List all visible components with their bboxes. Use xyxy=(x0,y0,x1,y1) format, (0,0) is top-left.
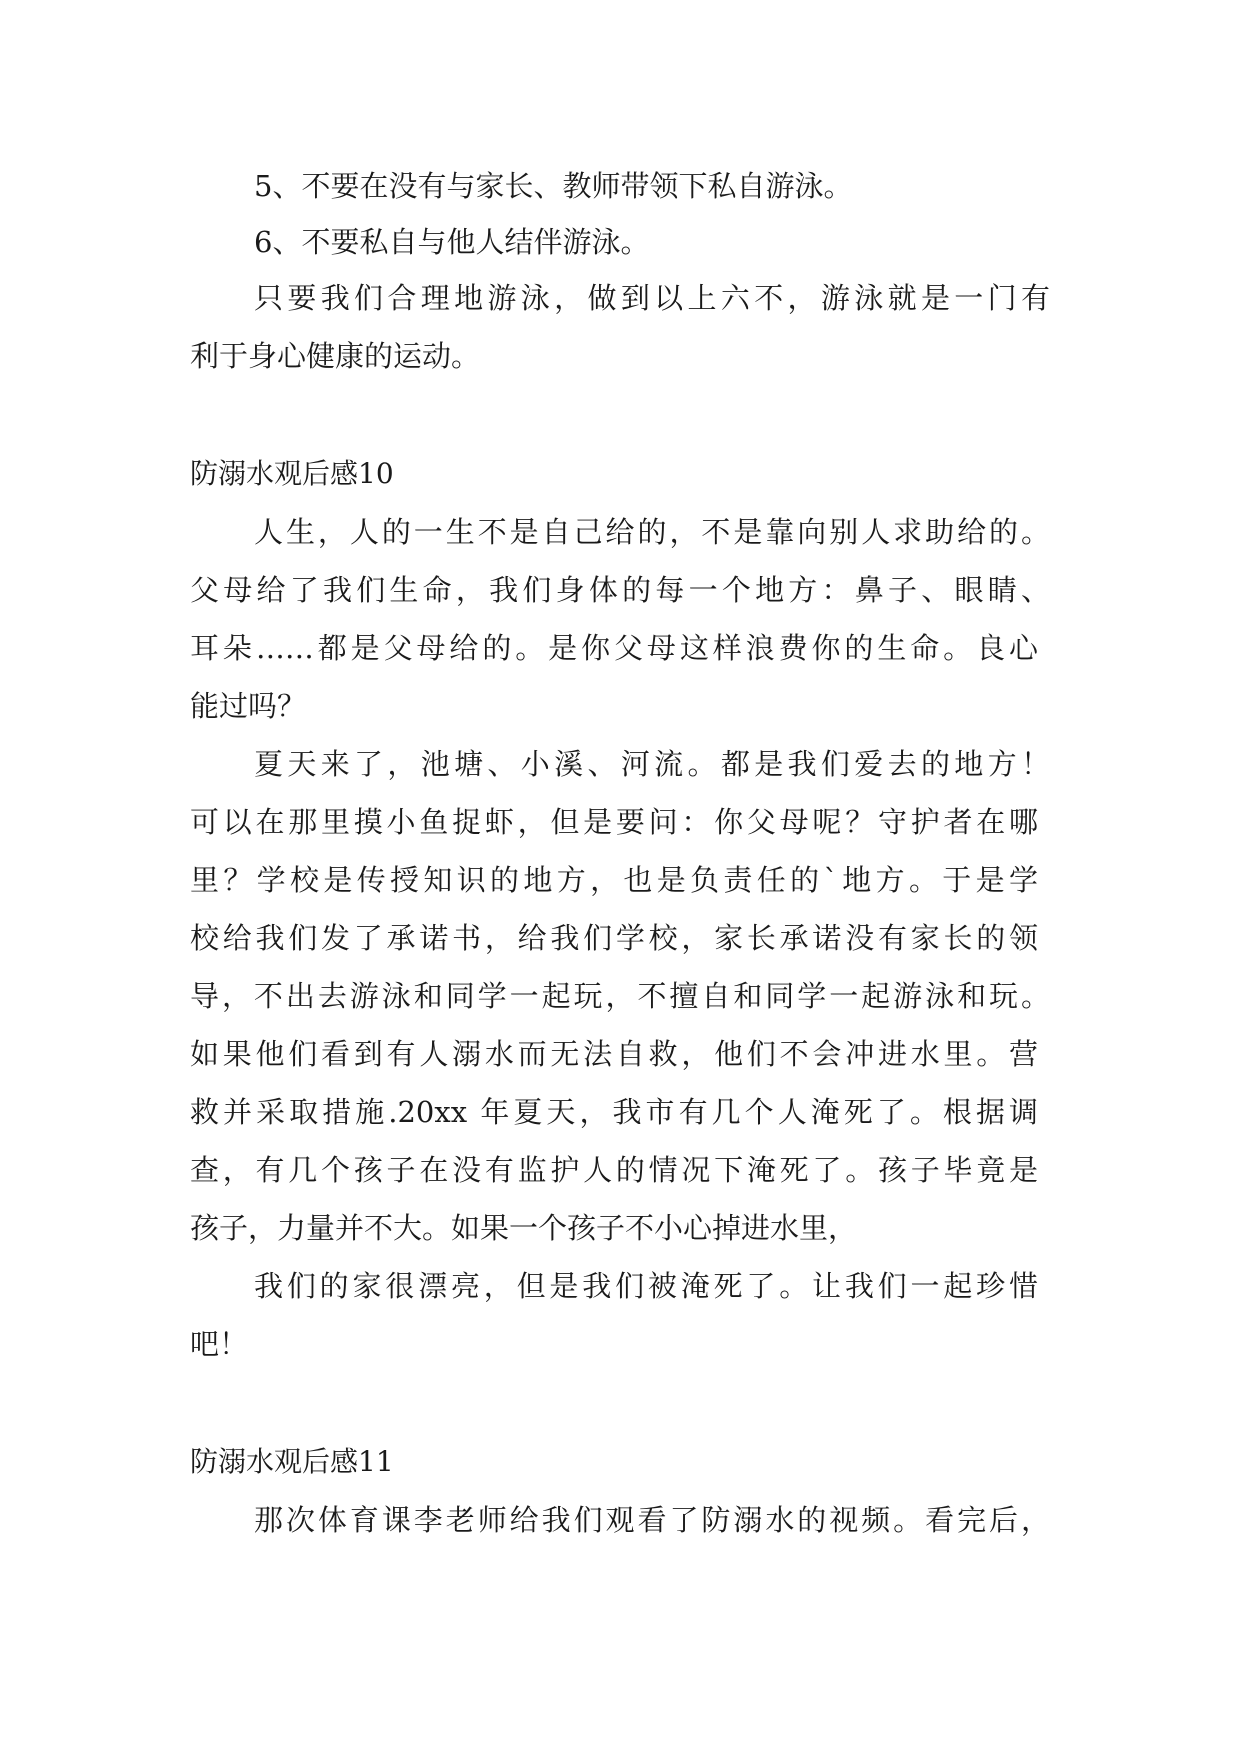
s10-p2-line-4 xyxy=(190,918,1038,958)
s10-p1-text-2: 父母给了我们生命，我们身体的每一个地方：鼻子、眼睛、 xyxy=(190,573,1050,607)
s10-p1-line-4: 能过吗？ xyxy=(190,689,307,723)
section-11-heading: 防溺水观后感11 xyxy=(190,1445,394,1478)
s10-p1-line-2 xyxy=(190,570,1050,610)
s10-p2-text-1: 夏天来了，池塘、小溪、河流。都是我们爱去的地方！ xyxy=(254,747,1050,781)
s10-p2-text-8: 查，有几个孩子在没有监护人的情况下淹死了。孩子毕竟是 xyxy=(190,1153,1038,1187)
list-item-5: 5、不要在没有与家长、教师带领下私自游泳。 xyxy=(254,169,853,203)
s10-p1-text-1: 人生，人的一生不是自己给的，不是靠向别人求助给的。 xyxy=(254,515,1050,549)
s11-p1-line-1 xyxy=(254,1500,1050,1540)
s10-p2-text-7: 救并采取措施.20xx 年夏天，我市有几个人淹死了。根据调 xyxy=(190,1095,1038,1129)
s10-p2-line-8 xyxy=(190,1150,1038,1190)
s10-p2-text-5: 导，不出去游泳和同学一起玩，不擅自和同学一起游泳和玩。 xyxy=(190,979,1050,1013)
conclusion-line-1 xyxy=(254,278,1050,318)
s10-p2-line-1 xyxy=(254,744,1050,784)
s10-p3-text-1: 我们的家很漂亮，但是我们被淹死了。让我们一起珍惜 xyxy=(254,1269,1038,1303)
s10-p1-line-3 xyxy=(190,628,1038,668)
s11-p1-text-1: 那次体育课李老师给我们观看了防溺水的视频。看完后， xyxy=(254,1503,1050,1537)
s10-p2-line-9: 孩子，力量并不大。如果一个孩子不小心掉进水里， xyxy=(190,1211,858,1245)
s10-p2-text-2: 可以在那里摸小鱼捉虾，但是要问：你父母呢？守护者在哪 xyxy=(190,805,1038,839)
s10-p1-line-1 xyxy=(254,512,1050,552)
conclusion-text-1: 只要我们合理地游泳，做到以上六不，游泳就是一门有 xyxy=(254,281,1050,315)
conclusion-line-2: 利于身心健康的运动。 xyxy=(190,339,481,373)
s10-p2-text-3: 里？学校是传授知识的地方，也是负责任的`地方。于是学 xyxy=(190,863,1038,897)
s10-p1-text-3: 耳朵……都是父母给的。是你父母这样浪费你的生命。良心 xyxy=(190,631,1038,665)
s10-p3-line-1 xyxy=(254,1266,1038,1306)
s10-p2-line-2 xyxy=(190,802,1038,842)
s10-p2-line-5 xyxy=(190,976,1050,1016)
list-item-6: 6、不要私自与他人结伴游泳。 xyxy=(254,225,650,259)
section-10-heading: 防溺水观后感10 xyxy=(190,457,394,490)
s10-p2-text-4: 校给我们发了承诺书，给我们学校，家长承诺没有家长的领 xyxy=(190,921,1038,955)
s10-p3-line-2: 吧！ xyxy=(190,1327,249,1361)
s10-p2-line-6 xyxy=(190,1034,1038,1074)
s10-p2-line-7 xyxy=(190,1092,1038,1132)
s10-p2-text-6: 如果他们看到有人溺水而无法自救，他们不会冲进水里。营 xyxy=(190,1037,1038,1071)
s10-p2-line-3 xyxy=(190,860,1038,900)
